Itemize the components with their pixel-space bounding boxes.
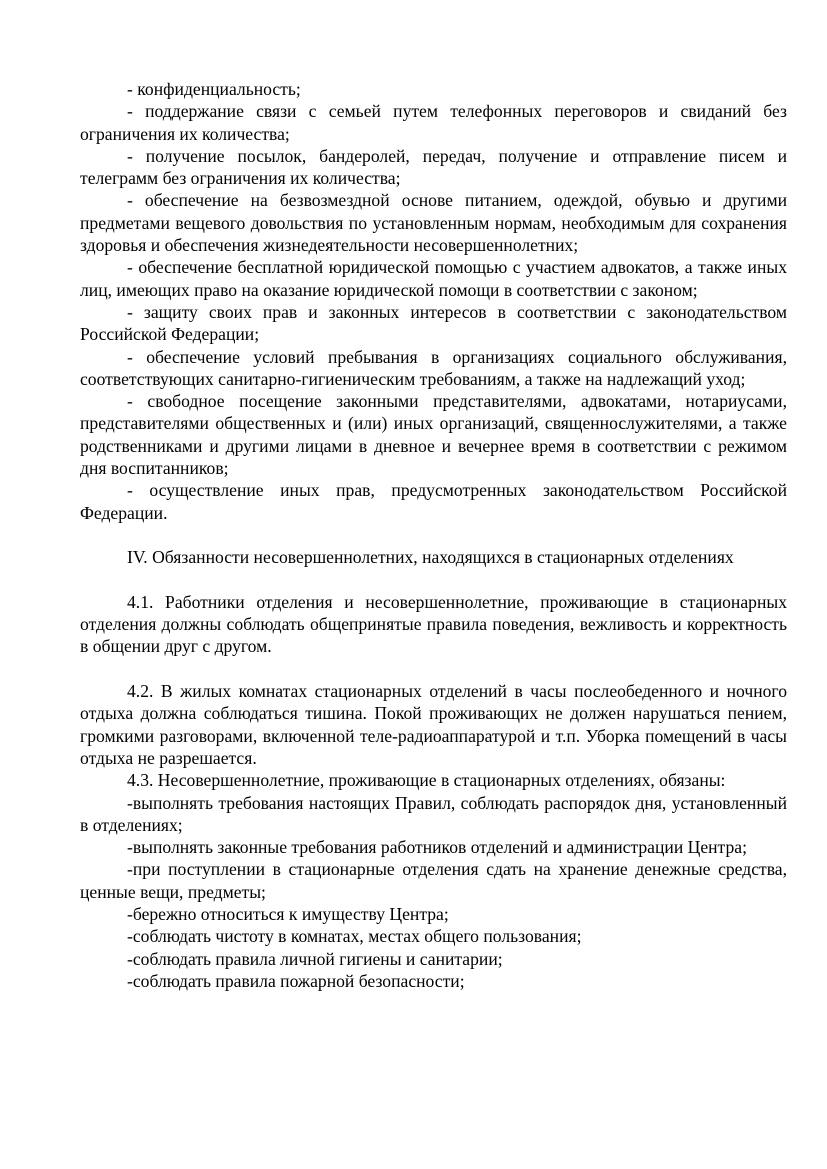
rights-item: - поддержание связи с семьей путем телефонных переговоров и свиданий без ограничения их количества; [80,101,787,144]
rights-item: - получение посылок, бандеролей, передач, получение и отправление писем и телеграмм без ограничения их количества; [80,145,787,189]
section-heading: IV. Обязанности несовершеннолетних, находящихся в стационарных отделениях [127,547,734,568]
rights-item: - осуществление иных прав, предусмотренных законодательством Российской Федерации. [80,480,787,523]
duty-item: -выполнять законные требования работников отделений и администрации Центра; [127,837,747,858]
clause-4-2: 4.2. В жилых комнатах стационарных отделений в часы послеобеденного и ночного отдыха должна соблюдаться тишина. Покой проживающих не должен нарушаться пением, громкими разговорами, включенной теле-радиоаппаратурой и т.п. Уборка помещений в часы отдыха не разрешается. [80,681,787,768]
duty-item: -выполнять требования настоящих Правил, соблюдать распорядок дня, установленный в отделениях; [80,792,787,835]
document-page [80,78,787,992]
duty-item: -соблюдать правила личной гигиены и санитарии; [127,948,503,969]
spacer [80,658,787,680]
duty-item: -соблюдать правила пожарной безопасности; [127,970,465,991]
rights-item: - защиту своих прав и законных интересов в соответствии с законодательством Российской Федерации; [80,301,787,345]
rights-item: - обеспечение бесплатной юридической помощью с участием адвокатов, а также иных лиц, имеющих право на оказание юридической помощи в соответствии с законом; [80,257,787,300]
rights-item: - обеспечение условий пребывания в организациях социального обслуживания, соответствующих санитарно-гигиеническим требованиям, а также на надлежащий уход; [80,346,787,389]
clause-4-1: 4.1. Работники отделения и несовершеннолетние, проживающие в стационарных отделения должны соблюдать общепринятые правила поведения, вежливость и корректность в общении друг с другом. [80,591,787,657]
duty-item: -при поступлении в стационарные отделения сдать на хранение денежные средства, ценные вещи, предметы; [80,859,787,902]
clause-4-3: 4.3. Несовершеннолетние, проживающие в стационарных отделениях, обязаны: [127,770,726,791]
spacer [80,569,787,591]
spacer [80,524,787,546]
rights-item: - конфиденциальность; [127,79,301,99]
rights-item: - свободное посещение законными представителями, адвокатами, нотариусами, представителями общественных и (или) иных организаций, священнослужителями, а также родственниками и другими лицами в дневное и вечернее время в соответствии с режимом дня воспитанников; [80,391,787,479]
duty-item: -бережно относиться к имуществу Центра; [127,903,449,924]
duty-item: -соблюдать чистоту в комнатах, местах общего пользования; [127,926,582,947]
rights-item: - обеспечение на безвозмездной основе питанием, одеждой, обувью и другими предметами вещевого довольствия по установленным нормам, необходимым для сохранения здоровья и обеспечения жизнедеятельности несовершеннолетних; [80,190,787,256]
